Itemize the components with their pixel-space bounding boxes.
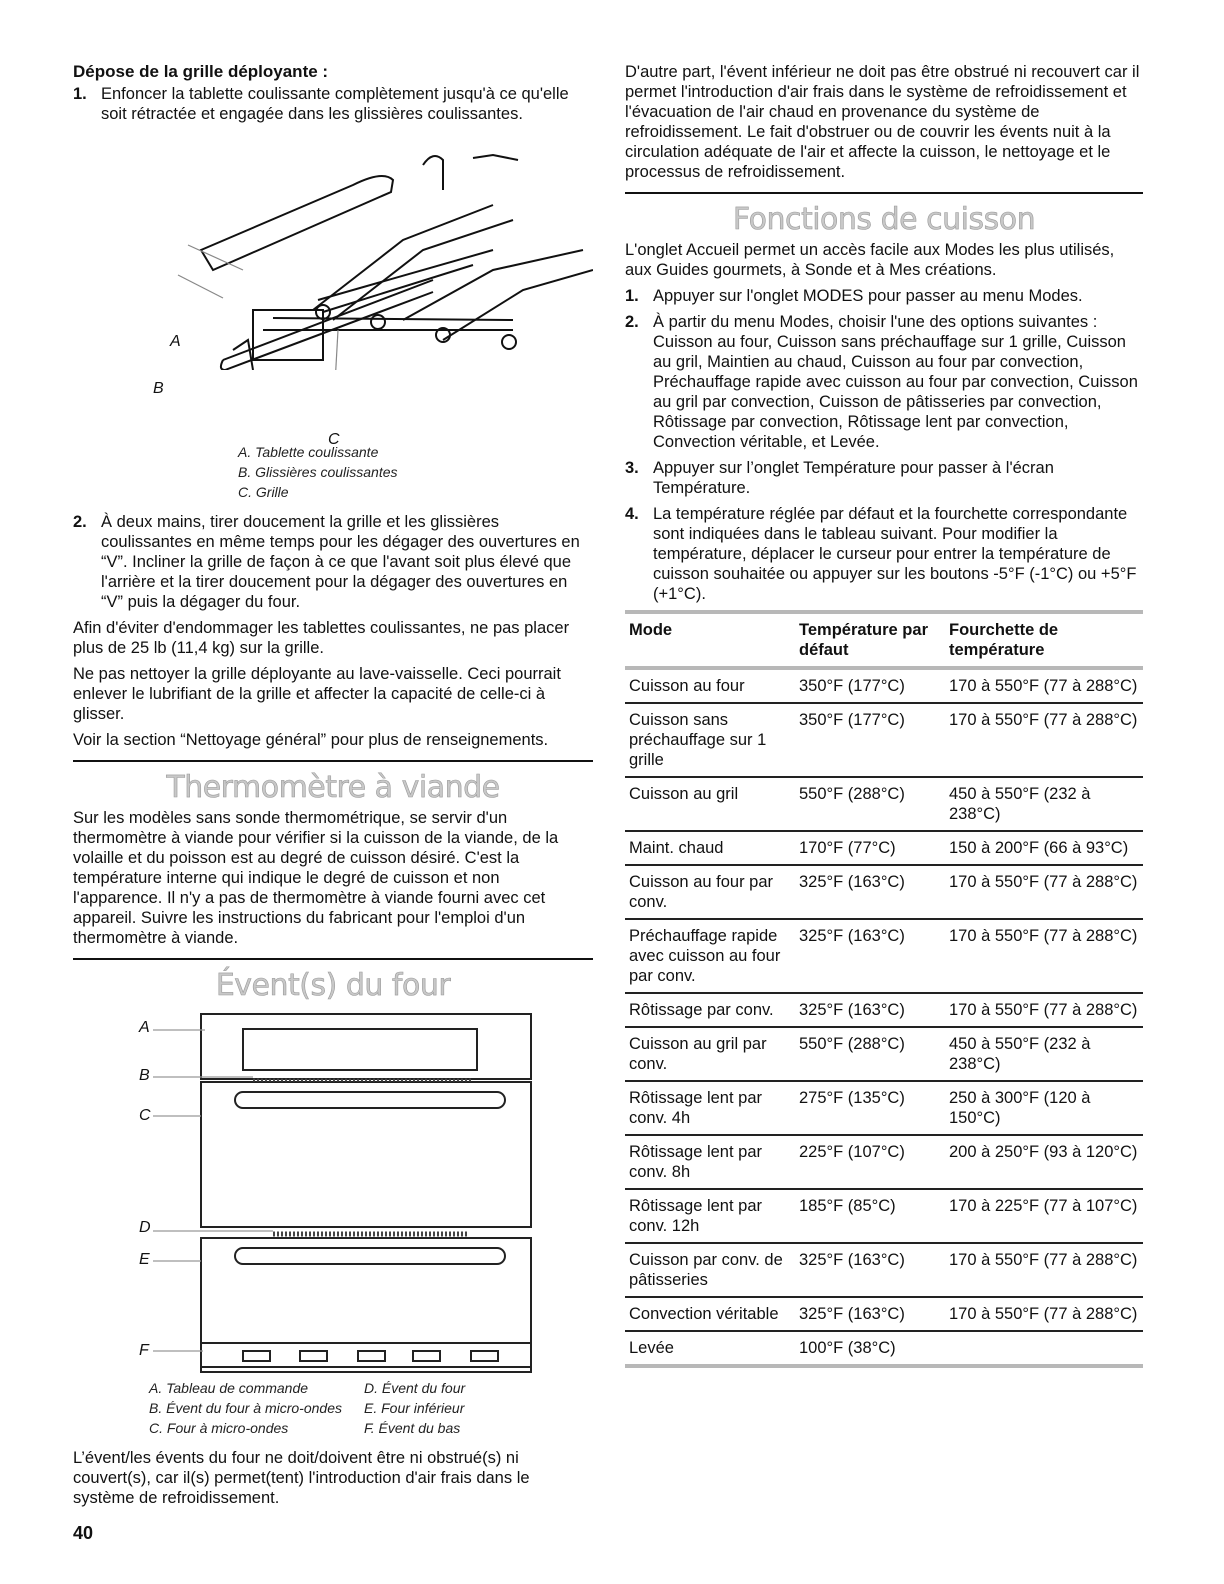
divider <box>625 192 1143 194</box>
oven-front-illustration-icon <box>73 1006 593 1378</box>
cell-default-temp: 550°F (288°C) <box>795 1027 945 1081</box>
page-number: 40 <box>73 1523 94 1543</box>
cell-mode: Maint. chaud <box>625 831 795 865</box>
cooking-steps <box>625 286 1143 604</box>
table-row <box>625 1331 1143 1366</box>
rack-figure <box>73 130 593 448</box>
cell-default-temp: 325°F (163°C) <box>795 1243 945 1297</box>
cell-mode: Cuisson au gril par conv. <box>625 1027 795 1081</box>
cell-temp-range: 150 à 200°F (66 à 93°C) <box>945 831 1143 865</box>
cell-mode: Rôtissage par conv. <box>625 993 795 1027</box>
rack-removal-heading: Dépose de la grille déployante : <box>73 62 329 81</box>
table-row <box>625 1135 1143 1189</box>
table-row <box>625 993 1143 1027</box>
meat-thermometer-title: Thermomètre à viande <box>166 770 500 805</box>
divider <box>73 958 593 960</box>
cell-mode: Rôtissage lent par conv. 12h <box>625 1189 795 1243</box>
cooking-step-2: 2. À partir du menu Modes, choisir l'une des options suivantes : Cuisson au four, Cuisson sans préchauffage sur 1 grille, Cuisson au gril, Maintien au chaud, Cuisson au four par convection, Préchauffage rapide avec cuisson au four par convection, Cuisson au gril par convection, Cuisson de pâtisseries par convection, Rôtissage par convection, Rôtissage lent par convection, Convection véritable, et Levée. <box>625 313 1138 451</box>
lower-vent-text: D'autre part, l'évent inférieur ne doit pas être obstrué ni recouvert car il permet l'introduction d'air frais dans le système de refroidissement et l'évacuation de l'air chaud en provenance du système de refroidissement. Le fait d'obstruer ou de couvrir les évents nuit à la circulation adéquate de l'air et affecte la cuisson, le nettoyage et le processus de refroidissement. <box>625 63 1140 181</box>
table-row <box>625 1243 1143 1297</box>
rack-label-c: C <box>328 431 340 448</box>
oven-vents-captions: A. Tableau de commande B. Évent du four à micro-ondes C. Four à micro-ondes D. Évent du four E. Four inférieur F. Évent du bas <box>149 1380 466 1436</box>
cell-temp-range: 170 à 550°F (77 à 288°C) <box>945 1243 1143 1297</box>
table-row <box>625 865 1143 919</box>
oven-vents-title: Évent(s) du four <box>215 968 451 1003</box>
cooking-step-3: 3. Appuyer sur l’onglet Température pour passer à l'écran Température. <box>625 459 1054 497</box>
cell-temp-range: 170 à 550°F (77 à 288°C) <box>945 1297 1143 1331</box>
header-default-temp: Température par défaut <box>799 621 928 659</box>
cell-temp-range <box>945 1331 1143 1366</box>
cell-temp-range: 250 à 300°F (120 à 150°C) <box>945 1081 1143 1135</box>
table-row <box>625 919 1143 993</box>
cell-mode: Préchauffage rapide avec cuisson au four par conv. <box>625 919 795 993</box>
vent-label-a: A <box>139 1019 150 1036</box>
cell-mode: Levée <box>625 1331 795 1366</box>
oven-vents-figure <box>73 1006 593 1378</box>
cell-default-temp: 350°F (177°C) <box>795 703 945 777</box>
vent-label-b: B <box>139 1067 150 1084</box>
rack-removal-steps <box>73 84 593 124</box>
left-column <box>73 62 593 1514</box>
cell-mode: Cuisson au gril <box>625 777 795 831</box>
cell-default-temp: 325°F (163°C) <box>795 993 945 1027</box>
cell-default-temp: 325°F (163°C) <box>795 865 945 919</box>
cooking-functions-title: Fonctions de cuisson <box>732 202 1036 237</box>
header-mode: Mode <box>629 621 673 639</box>
vent-label-c: C <box>139 1107 151 1124</box>
table-header-row <box>625 612 1143 668</box>
cell-temp-range: 170 à 550°F (77 à 288°C) <box>945 865 1143 919</box>
cell-temp-range: 170 à 550°F (77 à 288°C) <box>945 919 1143 993</box>
weight-warning: Afin d'éviter d'endommager les tablettes coulissantes, ne pas placer plus de 25 lb (11,4 kg) sur la grille. <box>73 619 570 657</box>
rolling-rack-illustration-icon <box>73 130 593 370</box>
cooking-step-4: 4. La température réglée par défaut et la fourchette correspondante sont indiquées dans le tableau suivant. Pour modifier la température, déplacer le curseur pour entrer la température de cuisson souhaitée ou appuyer sur les boutons -5°F (-1°C) ou +5°F (+1°C). <box>625 505 1137 603</box>
cell-default-temp: 185°F (85°C) <box>795 1189 945 1243</box>
cell-default-temp: 325°F (163°C) <box>795 919 945 993</box>
cooking-step-1: 1. Appuyer sur l'onglet MODES pour passer au menu Modes. <box>625 287 1083 305</box>
cell-default-temp: 275°F (135°C) <box>795 1081 945 1135</box>
rack-label-b: B <box>153 380 164 397</box>
dishwasher-warning: Ne pas nettoyer la grille déployante au lave-vaisselle. Ceci pourrait enlever le lubrifiant de la grille et affecter la capacité de celle-ci à glisser. <box>73 665 561 723</box>
temperature-table <box>625 610 1143 1368</box>
rack-label-a: A <box>170 333 181 350</box>
table-row <box>625 1189 1143 1243</box>
cell-mode: Cuisson par conv. de pâtisseries <box>625 1243 795 1297</box>
cell-temp-range: 170 à 550°F (77 à 288°C) <box>945 993 1143 1027</box>
step-2: 2. À deux mains, tirer doucement la grille et les glissières coulissantes en même temps pour les dégager des ouvertures en “V”. Incliner la grille de façon à ce que l'avant soit plus élevé que l'arrière et la tirer doucement pour la dégager des ouvertures en “V” puis la dégager du four. <box>73 513 580 611</box>
cell-mode: Cuisson sans préchauffage sur 1 grille <box>625 703 795 777</box>
oven-vents-text: L’évent/les évents du four ne doit/doivent être ni obstrué(s) ni couvert(s), car il(s) permet(tent) l'introduction d'air frais dans le système de refroidissement. <box>73 1449 530 1507</box>
vent-label-f: F <box>139 1342 149 1359</box>
table-row <box>625 703 1143 777</box>
vent-label-d: D <box>139 1219 151 1236</box>
cell-default-temp: 170°F (77°C) <box>795 831 945 865</box>
right-column <box>625 62 1143 1368</box>
table-row <box>625 831 1143 865</box>
cell-mode: Rôtissage lent par conv. 8h <box>625 1135 795 1189</box>
cell-mode: Cuisson au four <box>629 677 745 695</box>
vent-label-e: E <box>139 1251 150 1268</box>
cell-default-temp: 550°F (288°C) <box>795 777 945 831</box>
cell-temp-range: 170 à 550°F (77 à 288°C) <box>949 677 1138 695</box>
cell-mode: Rôtissage lent par conv. 4h <box>625 1081 795 1135</box>
divider <box>73 760 593 762</box>
cell-mode: Convection véritable <box>625 1297 795 1331</box>
see-section-note: Voir la section “Nettoyage général” pour plus de renseignements. <box>73 731 549 749</box>
cooking-functions-intro: L'onglet Accueil permet un accès facile aux Modes les plus utilisés, aux Guides gourmets, à Sonde et à Mes créations. <box>625 241 1115 279</box>
cell-mode: Cuisson au four par conv. <box>625 865 795 919</box>
rack-removal-steps-cont <box>73 512 593 612</box>
cell-default-temp: 100°F (38°C) <box>795 1331 945 1366</box>
cell-default-temp: 350°F (177°C) <box>799 677 905 695</box>
cell-default-temp: 325°F (163°C) <box>795 1297 945 1331</box>
step-1: 1. Enfoncer la tablette coulissante complètement jusqu'à ce qu'elle soit rétractée et engagée dans les glissières coulissantes. <box>73 85 569 123</box>
cell-temp-range: 450 à 550°F (232 à 238°C) <box>945 777 1143 831</box>
cell-temp-range: 200 à 250°F (93 à 120°C) <box>945 1135 1143 1189</box>
table-row <box>625 777 1143 831</box>
table-row <box>625 668 1143 703</box>
cell-temp-range: 170 à 225°F (77 à 107°C) <box>945 1189 1143 1243</box>
cell-default-temp: 225°F (107°C) <box>795 1135 945 1189</box>
table-row <box>625 1027 1143 1081</box>
cell-temp-range: 450 à 550°F (232 à 238°C) <box>945 1027 1143 1081</box>
table-row <box>625 1081 1143 1135</box>
table-row <box>625 1297 1143 1331</box>
temperature-table-body <box>625 668 1143 1366</box>
header-temp-range: Fourchette de température <box>949 621 1059 659</box>
cell-temp-range: 170 à 550°F (77 à 288°C) <box>945 703 1143 777</box>
meat-thermometer-text: Sur les modèles sans sonde thermométrique, se servir d'un thermomètre à viande pour vérifier si la cuisson de la viande, de la volaille et du poisson est au degré de cuisson désiré. C'est la température interne qui indique le degré de cuisson et non l'apparence. Il n'y a pas de thermomètre à viande fourni avec cet appareil. Suivre les instructions du fabricant pour l'emploi d'un thermomètre à viande. <box>73 809 559 947</box>
rack-captions: A. Tablette coulissante B. Glissières coulissantes C. Grille <box>238 444 398 500</box>
